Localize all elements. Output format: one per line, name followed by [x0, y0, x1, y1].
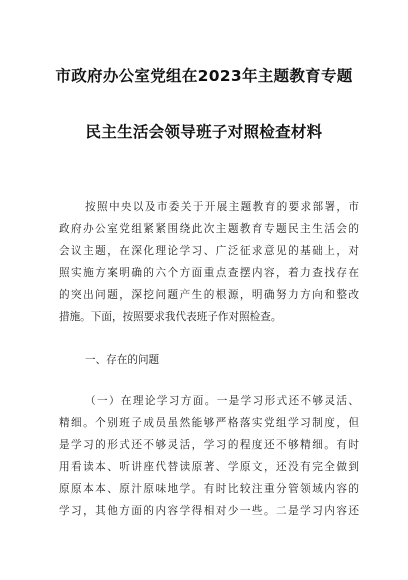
paragraph-line: 是学习的形式还不够灵活，学习的程度还不够精细。有时 — [59, 439, 359, 451]
paragraph-line: 按照中央以及市委关于开展主题教育的要求部署，市 — [85, 201, 359, 213]
paragraph-line: 照实施方案明确的六个方面重点查摆内容，着力查找存在 — [59, 267, 359, 279]
paragraph-line: （一）在理论学习方面。一是学习形式还不够灵活、 — [85, 395, 359, 407]
paragraph-line: 用看读本、听讲座代替读原著、学原文，还没有完全做到 — [59, 461, 359, 473]
document-title-line-1: 市政府办公室党组在2023年主题教育专题 — [55, 67, 353, 85]
section-heading: 一、存在的问题 — [85, 354, 160, 366]
paragraph-line: 会议主题，在深化理论学习、广泛征求意见的基础上，对 — [59, 245, 359, 257]
paragraph-line: 原原本本、原汁原味地学。有时比较注重分管领域内容的 — [59, 483, 359, 495]
paragraph-line: 的突出问题，深挖问题产生的根源，明确努力方向和整改 — [59, 289, 359, 301]
paragraph-line: 学习，其他方面的内容学得相对少一些。二是学习内容还 — [59, 505, 359, 517]
paragraph-line: 措施。下面，按照要求我代表班子作对照检查。 — [59, 311, 282, 323]
document-title-line-2: 民主生活会领导班子对照检查材料 — [85, 123, 323, 141]
paragraph-line: 政府办公室党组紧紧围绕此次主题教育专题民主生活会的 — [59, 223, 359, 235]
paragraph-line: 精细。个别班子成员虽然能够严格落实党组学习制度，但 — [59, 417, 359, 429]
